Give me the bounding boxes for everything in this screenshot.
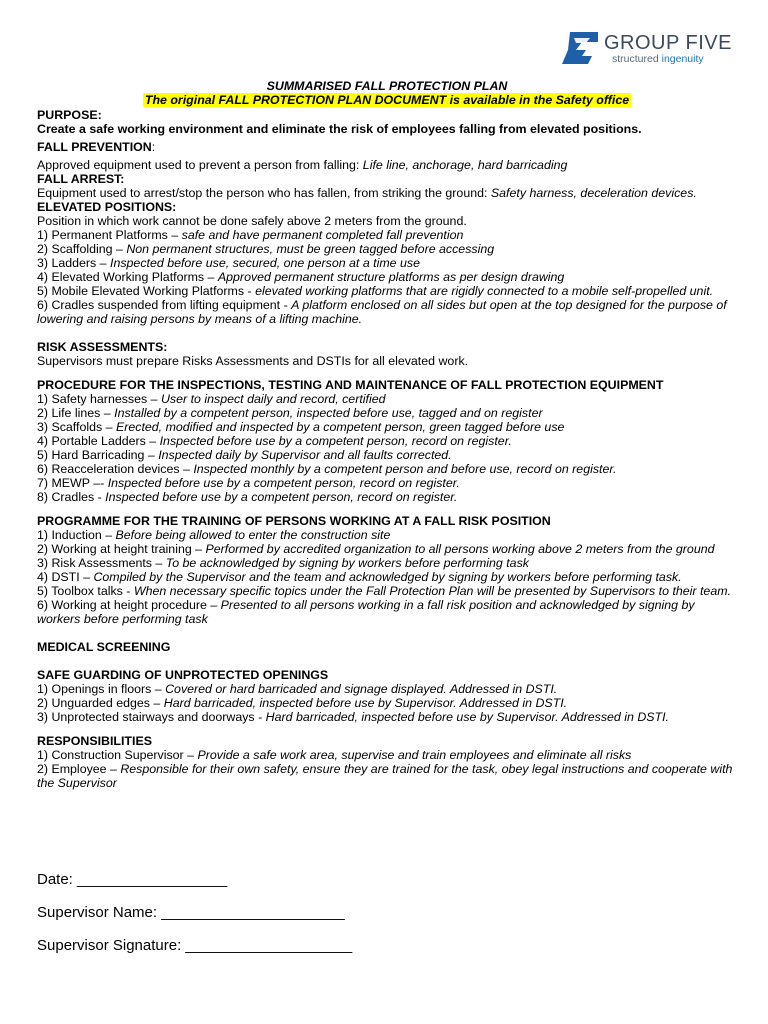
item-desc: Hard barricaded, inspected before use by Supervisor. Addressed in DSTI. xyxy=(265,710,670,724)
item-desc: Non permanent structures, must be green tagged before accessing xyxy=(126,242,495,256)
list-item xyxy=(37,284,737,298)
item-label: 6) Reacceleration devices – xyxy=(37,462,194,476)
supervisor-name-field: Supervisor Name: ______________________ xyxy=(37,904,345,921)
responsibilities-heading: RESPONSIBILITIES xyxy=(37,734,152,748)
item-label: 1) Construction Supervisor – xyxy=(37,748,198,762)
logo-tagline-part1: structured xyxy=(612,53,662,65)
logo-company-name: GROUP FIVE xyxy=(604,32,732,54)
item-desc: Performed by accredited organization to all persons working above 2 meters from the ground xyxy=(205,542,715,556)
fall-arrest-text xyxy=(37,186,737,200)
item-label: 1) Safety harnesses – xyxy=(37,392,161,406)
fall-prevention-definition: Approved equipment used to prevent a person from falling: xyxy=(37,158,363,172)
item-desc: Inspected daily by Supervisor and all faults corrected. xyxy=(158,448,452,462)
item-label: 2) Employee – xyxy=(37,762,121,776)
list-item xyxy=(37,584,737,598)
item-label: 2) Life lines – xyxy=(37,406,115,420)
item-label: 2) Unguarded edges – xyxy=(37,696,164,710)
item-desc: elevated working platforms that are rigidly connected to a mobile self-propelled unit. xyxy=(255,284,714,298)
item-desc: Installed by a competent person, inspected before use, tagged and on register xyxy=(114,406,543,420)
item-desc: Approved permanent structure platforms as per design drawing xyxy=(217,270,565,284)
list-item xyxy=(37,420,737,434)
item-label: 1) Openings in floors – xyxy=(37,682,166,696)
list-item xyxy=(37,490,737,504)
item-desc: Inspected before use by a competent person, record on register. xyxy=(105,490,458,504)
list-item xyxy=(37,696,737,710)
responsibilities-list xyxy=(37,748,737,790)
procedure-list xyxy=(37,392,737,504)
fall-prevention-examples: Life line, anchorage, hard barricading xyxy=(362,158,568,172)
fall-prevention-text xyxy=(37,158,737,172)
item-label: 2) Working at height training – xyxy=(37,542,206,556)
item-label: 5) Hard Barricading – xyxy=(37,448,159,462)
item-label: 5) Mobile Elevated Working Platforms - xyxy=(37,284,256,298)
item-desc: Responsible for their own safety, ensure they are trained for the task, obey legal instructions and cooperate with the Supervisor xyxy=(37,762,733,790)
document-title: SUMMARISED FALL PROTECTION PLAN xyxy=(266,79,508,93)
item-desc: Inspected before use by a competent person, record on register. xyxy=(159,434,512,448)
item-label: 3) Ladders – xyxy=(37,256,111,270)
list-item xyxy=(37,462,737,476)
fall-arrest-examples: Safety harness, deceleration devices. xyxy=(490,186,697,200)
fall-prevention-heading-text: FALL PREVENTION xyxy=(37,140,152,154)
item-desc: Inspected before use by a competent person, record on register. xyxy=(107,476,460,490)
openings-list xyxy=(37,682,737,724)
item-desc: Erected, modified and inspected by a competent person, green tagged before use xyxy=(115,420,565,434)
logo-tagline-part2: ingenuity xyxy=(661,53,704,65)
item-label: 1) Permanent Platforms – xyxy=(37,228,182,242)
item-desc: Inspected monthly by a competent person and before use, record on register. xyxy=(193,462,617,476)
list-item xyxy=(37,242,737,256)
item-label: 7) MEWP –- xyxy=(37,476,108,490)
item-label: 4) Elevated Working Platforms – xyxy=(37,270,218,284)
list-item xyxy=(37,270,737,284)
item-label: 1) Induction – xyxy=(37,528,116,542)
signature-block xyxy=(37,870,352,969)
item-desc: Covered or hard barricaded and signage displayed. Addressed in DSTI. xyxy=(165,682,558,696)
elevated-positions-list xyxy=(37,228,737,326)
item-label: 3) Unprotected stairways and doorways - xyxy=(37,710,266,724)
item-desc: User to inspect daily and record, certified xyxy=(160,392,386,406)
medical-screening-heading: MEDICAL SCREENING xyxy=(37,640,171,654)
company-logo xyxy=(562,32,732,66)
fall-prevention-heading xyxy=(37,140,737,154)
item-label: 2) Scaffolding – xyxy=(37,242,127,256)
date-field: Date: __________________ xyxy=(37,871,228,888)
openings-heading: SAFE GUARDING OF UNPROTECTED OPENINGS xyxy=(37,668,329,682)
list-item xyxy=(37,448,737,462)
document-body xyxy=(37,79,737,790)
training-list xyxy=(37,528,737,626)
training-heading: PROGRAMME FOR THE TRAINING OF PERSONS WORKING AT A FALL RISK POSITION xyxy=(37,514,551,528)
logo-tagline xyxy=(612,53,704,65)
item-label: 6) Cradles suspended from lifting equipment - xyxy=(37,298,292,312)
list-item xyxy=(37,682,737,696)
list-item xyxy=(37,542,737,556)
fall-arrest-heading: FALL ARREST: xyxy=(37,172,125,186)
item-label: 4) Portable Ladders – xyxy=(37,434,160,448)
list-item xyxy=(37,748,737,762)
list-item xyxy=(37,598,737,626)
elevated-positions-intro: Position in which work cannot be done safely above 2 meters from the ground. xyxy=(37,214,467,228)
supervisor-signature-field: Supervisor Signature: ____________________ xyxy=(37,937,353,954)
list-item xyxy=(37,298,737,326)
item-label: 3) Scaffolds – xyxy=(37,420,116,434)
fall-arrest-definition: Equipment used to arrest/stop the person who has fallen, from striking the ground: xyxy=(37,186,491,200)
risk-assessments-heading: RISK ASSESSMENTS: xyxy=(37,340,168,354)
item-desc: Hard barricaded, inspected before use by Supervisor. Addressed in DSTI. xyxy=(163,696,568,710)
list-item xyxy=(37,228,737,242)
list-item xyxy=(37,570,737,584)
item-label: 8) Cradles - xyxy=(37,490,106,504)
list-item xyxy=(37,556,737,570)
list-item xyxy=(37,528,737,542)
document-subtitle-highlight: The original FALL PROTECTION PLAN DOCUMENT is available in the Safety office xyxy=(144,93,630,107)
item-desc: Provide a safe work area, supervise and train employees and eliminate all risks xyxy=(197,748,632,762)
group-five-logo-mark-icon xyxy=(562,32,598,64)
item-desc: A platform enclosed on all sides but open at the top designed for the purpose of lowering and raising persons by means of a lifting machine. xyxy=(37,298,727,326)
list-item xyxy=(37,762,737,790)
list-item xyxy=(37,406,737,420)
list-item xyxy=(37,710,737,724)
item-label: 6) Working at height procedure – xyxy=(37,598,221,612)
fall-prevention-colon: : xyxy=(151,140,156,154)
item-desc: safe and have permanent completed fall prevention xyxy=(181,228,464,242)
item-desc: To be acknowledged by signing by workers before performing task xyxy=(165,556,529,570)
elevated-positions-heading: ELEVATED POSITIONS: xyxy=(37,200,177,214)
purpose-text: Create a safe working environment and eliminate the risk of employees falling from elevated positions. xyxy=(37,122,642,136)
item-label: 3) Risk Assessments – xyxy=(37,556,166,570)
item-label: 4) DSTI – xyxy=(37,570,94,584)
list-item xyxy=(37,476,737,490)
procedure-heading: PROCEDURE FOR THE INSPECTIONS, TESTING AND MAINTENANCE OF FALL PROTECTION EQUIPMENT xyxy=(37,378,664,392)
item-desc: Inspected before use, secured, one person at a time use xyxy=(110,256,420,270)
list-item xyxy=(37,256,737,270)
purpose-heading: PURPOSE: xyxy=(37,108,102,122)
subtitle-wrap xyxy=(37,93,737,107)
risk-assessments-text: Supervisors must prepare Risks Assessments and DSTIs for all elevated work. xyxy=(37,354,469,368)
list-item xyxy=(37,434,737,448)
item-desc: Before being allowed to enter the construction site xyxy=(115,528,391,542)
item-desc: Presented to all persons working in a fall risk position and acknowledged by signing by workers before performing task xyxy=(37,598,695,626)
list-item xyxy=(37,392,737,406)
item-desc: When necessary specific topics under the Fall Protection Plan will be presented by Supervisors to their team. xyxy=(133,584,731,598)
item-label: 5) Toolbox talks - xyxy=(37,584,134,598)
item-desc: Compiled by the Supervisor and the team and acknowledged by signing by workers before performing task. xyxy=(93,570,682,584)
